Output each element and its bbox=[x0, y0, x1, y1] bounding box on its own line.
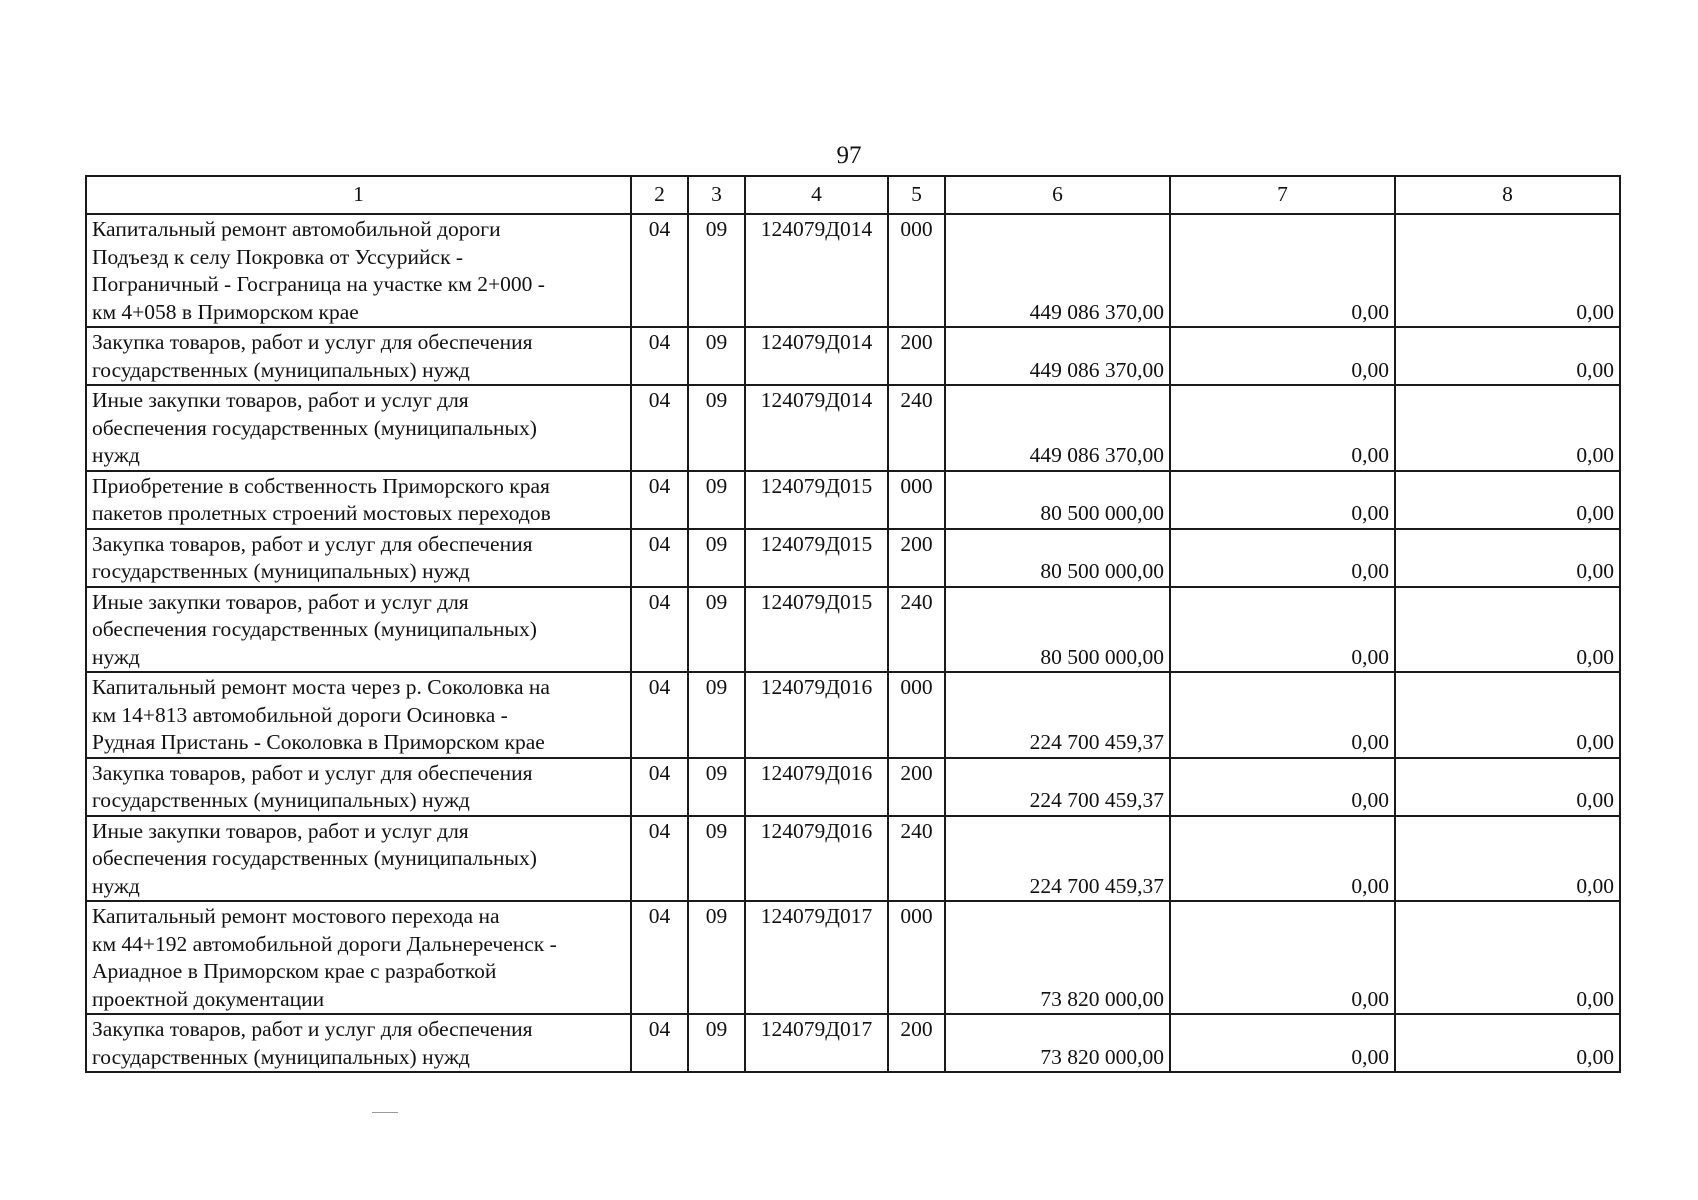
table-row bbox=[86, 327, 1620, 385]
table-row bbox=[86, 758, 1620, 816]
table-body bbox=[86, 214, 1620, 1072]
row-name-line: Подъезд к селу Покровка от Уссурийск - bbox=[92, 244, 464, 269]
row-name-line: Рудная Пристань - Соколовка в Приморском крае bbox=[92, 730, 545, 754]
row-cell-c4: 124079Д014 bbox=[745, 214, 888, 327]
row-cell-c2: 04 bbox=[631, 758, 688, 816]
table-row bbox=[86, 587, 1620, 673]
header-col-8: 8 bbox=[1395, 176, 1620, 214]
row-cell-c5: 200 bbox=[888, 758, 945, 816]
row-cell-c7: 0,00 bbox=[1170, 587, 1395, 673]
row-cell-c3: 09 bbox=[688, 385, 745, 471]
row-name-line: Иные закупки товаров, работ и услуг для bbox=[92, 589, 469, 614]
row-cell-c3: 09 bbox=[688, 1014, 745, 1072]
row-cell-c3: 09 bbox=[688, 672, 745, 758]
row-name-line: Иные закупки товаров, работ и услуг для bbox=[92, 818, 469, 843]
header-col-1: 1 bbox=[86, 176, 631, 214]
row-cell-c5: 200 bbox=[888, 1014, 945, 1072]
row-cell-c7: 0,00 bbox=[1170, 816, 1395, 902]
header-col-7: 7 bbox=[1170, 176, 1395, 214]
row-name-line: Ариадное в Приморском крае с разработкой bbox=[92, 959, 497, 983]
table-header bbox=[86, 176, 1620, 214]
row-cell-c4: 124079Д016 bbox=[745, 758, 888, 816]
row-cell-c5: 240 bbox=[888, 587, 945, 673]
row-cell-c4: 124079Д015 bbox=[745, 529, 888, 587]
row-cell-c5: 240 bbox=[888, 385, 945, 471]
row-name-line: пакетов пролетных строений мостовых переходов bbox=[92, 501, 551, 525]
row-cell-c8: 0,00 bbox=[1395, 901, 1620, 1014]
row-name-cell bbox=[86, 1014, 631, 1072]
row-cell-c4: 124079Д015 bbox=[745, 587, 888, 673]
row-cell-c7: 0,00 bbox=[1170, 327, 1395, 385]
row-cell-c7: 0,00 bbox=[1170, 214, 1395, 327]
row-cell-c4: 124079Д015 bbox=[745, 471, 888, 529]
row-cell-c7: 0,00 bbox=[1170, 1014, 1395, 1072]
row-cell-c2: 04 bbox=[631, 214, 688, 327]
row-cell-c6: 449 086 370,00 bbox=[945, 385, 1170, 471]
row-cell-c8: 0,00 bbox=[1395, 471, 1620, 529]
row-name-cell bbox=[86, 529, 631, 587]
header-col-5: 5 bbox=[888, 176, 945, 214]
row-cell-c2: 04 bbox=[631, 1014, 688, 1072]
header-col-6: 6 bbox=[945, 176, 1170, 214]
row-name-line: Капитальный ремонт мостового перехода на bbox=[92, 904, 500, 928]
row-name-line: км 44+192 автомобильной дороги Дальнереченск - bbox=[92, 931, 557, 956]
row-cell-c8: 0,00 bbox=[1395, 327, 1620, 385]
row-cell-c6: 73 820 000,00 bbox=[945, 1014, 1170, 1072]
row-name-cell bbox=[86, 758, 631, 816]
row-cell-c2: 04 bbox=[631, 901, 688, 1014]
table-row bbox=[86, 816, 1620, 902]
row-name-cell bbox=[86, 471, 631, 529]
table-row bbox=[86, 385, 1620, 471]
table-row bbox=[86, 471, 1620, 529]
row-cell-c6: 73 820 000,00 bbox=[945, 901, 1170, 1014]
row-cell-c5: 000 bbox=[888, 214, 945, 327]
row-name-line: государственных (муниципальных) нужд bbox=[92, 357, 470, 382]
row-cell-c4: 124079Д014 bbox=[745, 385, 888, 471]
row-name-line: Иные закупки товаров, работ и услуг для bbox=[92, 388, 469, 412]
row-cell-c7: 0,00 bbox=[1170, 672, 1395, 758]
row-cell-c2: 04 bbox=[631, 587, 688, 673]
table-row bbox=[86, 901, 1620, 1014]
row-cell-c7: 0,00 bbox=[1170, 758, 1395, 816]
table-row bbox=[86, 214, 1620, 327]
table-row bbox=[86, 672, 1620, 758]
table-row bbox=[86, 1014, 1620, 1072]
row-cell-c6: 224 700 459,37 bbox=[945, 816, 1170, 902]
row-name-line: обеспечения государственных (муниципальных) bbox=[92, 415, 537, 440]
row-cell-c7: 0,00 bbox=[1170, 385, 1395, 471]
row-name-line: Закупка товаров, работ и услуг для обеспечения bbox=[92, 1017, 533, 1041]
row-cell-c2: 04 bbox=[631, 816, 688, 902]
header-col-4: 4 bbox=[745, 176, 888, 214]
header-col-3: 3 bbox=[688, 176, 745, 214]
row-cell-c2: 04 bbox=[631, 385, 688, 471]
row-cell-c4: 124079Д017 bbox=[745, 901, 888, 1014]
row-cell-c2: 04 bbox=[631, 327, 688, 385]
row-cell-c8: 0,00 bbox=[1395, 214, 1620, 327]
row-cell-c3: 09 bbox=[688, 816, 745, 902]
row-cell-c3: 09 bbox=[688, 214, 745, 327]
row-name-line: Закупка товаров, работ и услуг для обеспечения bbox=[92, 531, 533, 556]
table-row bbox=[86, 529, 1620, 587]
row-cell-c5: 000 bbox=[888, 901, 945, 1014]
row-cell-c8: 0,00 bbox=[1395, 529, 1620, 587]
row-cell-c6: 80 500 000,00 bbox=[945, 529, 1170, 587]
row-cell-c6: 449 086 370,00 bbox=[945, 214, 1170, 327]
row-cell-c8: 0,00 bbox=[1395, 587, 1620, 673]
row-cell-c7: 0,00 bbox=[1170, 529, 1395, 587]
row-name-line: Приобретение в собственность Приморского края bbox=[92, 473, 550, 498]
row-name-line: нужд bbox=[92, 873, 140, 898]
row-name-line: км 14+813 автомобильной дороги Осиновка - bbox=[92, 702, 508, 727]
row-cell-c3: 09 bbox=[688, 327, 745, 385]
row-cell-c5: 200 bbox=[888, 529, 945, 587]
row-name-line: государственных (муниципальных) нужд bbox=[92, 1044, 470, 1069]
row-name-cell bbox=[86, 816, 631, 902]
row-cell-c7: 0,00 bbox=[1170, 901, 1395, 1014]
row-name-cell bbox=[86, 327, 631, 385]
row-cell-c4: 124079Д016 bbox=[745, 672, 888, 758]
row-cell-c2: 04 bbox=[631, 672, 688, 758]
row-cell-c6: 224 700 459,37 bbox=[945, 758, 1170, 816]
row-name-line: нужд bbox=[92, 644, 140, 669]
row-cell-c8: 0,00 bbox=[1395, 385, 1620, 471]
row-name-line: Закупка товаров, работ и услуг для обеспечения bbox=[92, 330, 533, 354]
row-cell-c4: 124079Д016 bbox=[745, 816, 888, 902]
row-name-cell bbox=[86, 672, 631, 758]
row-name-line: обеспечения государственных (муниципальных) bbox=[92, 617, 537, 641]
row-cell-c6: 80 500 000,00 bbox=[945, 587, 1170, 673]
row-name-cell bbox=[86, 587, 631, 673]
row-name-line: Закупка товаров, работ и услуг для обеспечения bbox=[92, 760, 533, 785]
row-name-line: Капитальный ремонт моста через р. Соколовка на bbox=[92, 675, 550, 699]
budget-table bbox=[85, 175, 1621, 1073]
row-name-cell bbox=[86, 901, 631, 1014]
row-name-line: Капитальный ремонт автомобильной дороги bbox=[92, 217, 501, 241]
scan-mark bbox=[372, 1112, 398, 1113]
row-cell-c3: 09 bbox=[688, 901, 745, 1014]
row-cell-c5: 240 bbox=[888, 816, 945, 902]
row-cell-c7: 0,00 bbox=[1170, 471, 1395, 529]
row-cell-c8: 0,00 bbox=[1395, 816, 1620, 902]
row-name-line: государственных (муниципальных) нужд bbox=[92, 788, 470, 812]
row-name-line: проектной документации bbox=[92, 986, 325, 1011]
row-cell-c2: 04 bbox=[631, 529, 688, 587]
row-cell-c2: 04 bbox=[631, 471, 688, 529]
header-row bbox=[86, 176, 1620, 214]
row-cell-c8: 0,00 bbox=[1395, 758, 1620, 816]
page-number: 97 bbox=[836, 142, 862, 169]
row-cell-c5: 000 bbox=[888, 672, 945, 758]
row-cell-c3: 09 bbox=[688, 471, 745, 529]
row-cell-c8: 0,00 bbox=[1395, 672, 1620, 758]
row-cell-c5: 000 bbox=[888, 471, 945, 529]
row-name-cell bbox=[86, 214, 631, 327]
row-cell-c6: 449 086 370,00 bbox=[945, 327, 1170, 385]
row-name-line: обеспечения государственных (муниципальных) bbox=[92, 846, 537, 870]
row-name-line: государственных (муниципальных) нужд bbox=[92, 559, 470, 583]
row-cell-c6: 224 700 459,37 bbox=[945, 672, 1170, 758]
row-name-cell bbox=[86, 385, 631, 471]
row-cell-c6: 80 500 000,00 bbox=[945, 471, 1170, 529]
row-cell-c4: 124079Д017 bbox=[745, 1014, 888, 1072]
row-cell-c3: 09 bbox=[688, 587, 745, 673]
row-name-line: Пограничный - Госграница на участке км 2+000 - bbox=[92, 272, 545, 296]
row-name-line: нужд bbox=[92, 443, 140, 467]
row-name-line: км 4+058 в Приморском крае bbox=[92, 299, 359, 324]
row-cell-c4: 124079Д014 bbox=[745, 327, 888, 385]
row-cell-c8: 0,00 bbox=[1395, 1014, 1620, 1072]
header-col-2: 2 bbox=[631, 176, 688, 214]
row-cell-c5: 200 bbox=[888, 327, 945, 385]
row-cell-c3: 09 bbox=[688, 529, 745, 587]
row-cell-c3: 09 bbox=[688, 758, 745, 816]
